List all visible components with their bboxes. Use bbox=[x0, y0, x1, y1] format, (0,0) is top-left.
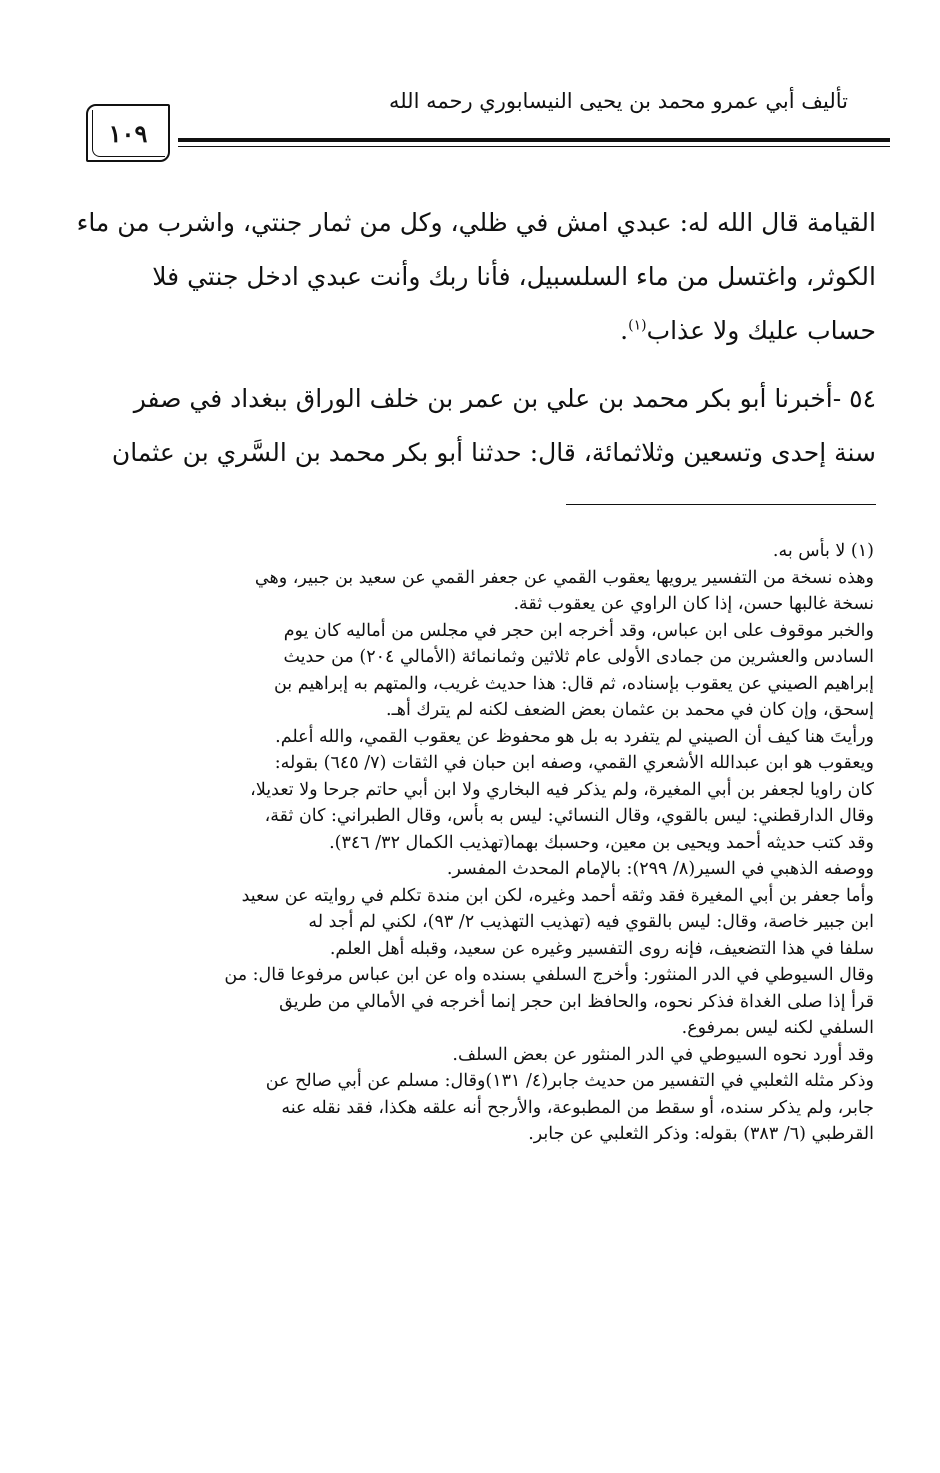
footnote-line: (١) لا بأس به. bbox=[772, 541, 874, 561]
footnote-line: نسخة غالبها حسن، إذا كان الراوي عن يعقوب ثقة. bbox=[513, 594, 874, 614]
footnote-line: ويعقوب هو ابن عبدالله الأشعري القمي، وصفه ابن حبان في الثقات (٧/ ٦٤٥) بقوله: bbox=[274, 753, 874, 773]
footnote-line: وقد أورد نحوه السيوطي في الدر المنثور عن بعض السلف. bbox=[452, 1044, 874, 1065]
footnote-line: السلفي لكنه ليس بمرفوع. bbox=[681, 1018, 874, 1038]
main-line-3-text: حساب عليك ولا عذاب bbox=[646, 316, 876, 345]
footnote-line: وقال الدارقطني: ليس بالقوي، وقال النسائي: ليس به بأس، وقال الطبراني: كان ثقة، bbox=[264, 806, 874, 826]
page-number: ١٠٩ bbox=[108, 118, 148, 148]
footnote-line: وأما جعفر بن أبي المغيرة فقد وثقه أحمد وغيره، لكن ابن مندة تكلم في روايته عن سعيد bbox=[241, 885, 874, 906]
page-number-box bbox=[86, 104, 170, 162]
footnote-line: سلفا في هذا التضعيف، فإنه روى التفسير وغيره عن سعيد، وقبله أهل العلم. bbox=[329, 938, 874, 959]
main-text bbox=[64, 196, 876, 480]
footnote-line: إبراهيم الصيني عن يعقوب بإسناده، ثم قال: هذا حديث غريب، والمتهم به إبراهيم بن bbox=[273, 673, 874, 694]
footnote-line: كان راويا لجعفر بن أبي المغيرة، ولم يذكر فيه البخاري ولا ابن أبي حاتم جرحا ولا تعديلا، bbox=[250, 779, 874, 800]
footnote-line: السادس والعشرين من جمادى الأولى عام ثلاثين وثمانمائة (الأمالي ٢٠٤) من حديث bbox=[283, 647, 874, 667]
main-line-5: سنة إحدى وتسعين وثلاثمائة، قال: حدثنا أبو بكر محمد بن السَّري بن عثمان bbox=[111, 438, 876, 467]
footnote-line: وذكر مثله الثعلبي في التفسير من حديث جابر(٤/ ١٣١)وقال: مسلم عن أبي صالح عن bbox=[265, 1071, 874, 1091]
footnote-reference: (١) bbox=[628, 317, 647, 334]
header-rule-thin bbox=[178, 146, 890, 147]
footnote-line: ابن جبير خاصة، وقال: ليس بالقوي فيه (تهذيب التهذيب ٢/ ٩٣)، لكني لم أجد له bbox=[308, 912, 874, 932]
main-line-4: ٥٤ -أخبرنا أبو بكر محمد بن علي بن عمر بن خلف الوراق ببغداد في صفر bbox=[133, 384, 876, 413]
main-line-3: حساب عليك ولا عذاب$^{(١)}$. bbox=[620, 316, 876, 345]
footnote-line: ووصفه الذهبي في السير(٨/ ٢٩٩): بالإمام المحدث المفسر. bbox=[446, 859, 874, 879]
footnote-line: وقد كتب حديثه أحمد ويحيى بن معين، وحسبك بهما(تهذيب الكمال ٣٢/ ٣٤٦). bbox=[329, 832, 874, 853]
footnote-line: القرطبي (٦/ ٣٨٣) بقوله: وذكر الثعلبي عن جابر. bbox=[528, 1124, 874, 1144]
main-line-1: القيامة قال الله له: عبدي امش في ظلي، وكل من ثمار جنتي، واشرب من ماء bbox=[76, 208, 876, 237]
footnote-line: قرأ إذا صلى الغداة فذكر نحوه، والحافظ ابن حجر إنما أخرجه في الأمالي من طريق bbox=[279, 991, 874, 1012]
footnote-line: جابر، ولم يذكر سنده، أو سقط من المطبوعة، والأرجح أنه علقه هكذا، فقد نقله عنه bbox=[281, 1097, 874, 1118]
footnote-line: والخبر موقوف على ابن عباس، وقد أخرجه ابن حجر في مجلس من أماليه كان يوم bbox=[283, 620, 874, 641]
header-rule-thick bbox=[178, 138, 890, 142]
footnote-line: وهذه نسخة من التفسير يرويها يعقوب القمي عن جعفر القمي عن سعيد بن جبير، وهي bbox=[254, 567, 874, 588]
footnote-line: وقال السيوطي في الدر المنثور: وأخرج السلفي بسنده واه عن ابن عباس مرفوعا قال: من bbox=[224, 965, 874, 985]
footnote-separator bbox=[566, 504, 876, 505]
footnote-line: ورأيتَ هنا كيف أن الصيني لم يتفرد به بل هو محفوظ عن يعقوب القمي، والله أعلم. bbox=[275, 726, 874, 747]
main-line-2: الكوثر، واغتسل من ماء السلسبيل، فأنا ربك وأنت عبدي ادخل جنتي فلا bbox=[152, 262, 876, 291]
running-header-title: تأليف أبي عمرو محمد بن يحيى النيسابوري رحمه الله bbox=[388, 89, 848, 113]
footnotes-block bbox=[66, 538, 874, 1148]
footnote-line: إسحق، وإن كان في محمد بن عثمان بعض الضعف لكنه لم يترك أهـ. bbox=[386, 700, 874, 720]
